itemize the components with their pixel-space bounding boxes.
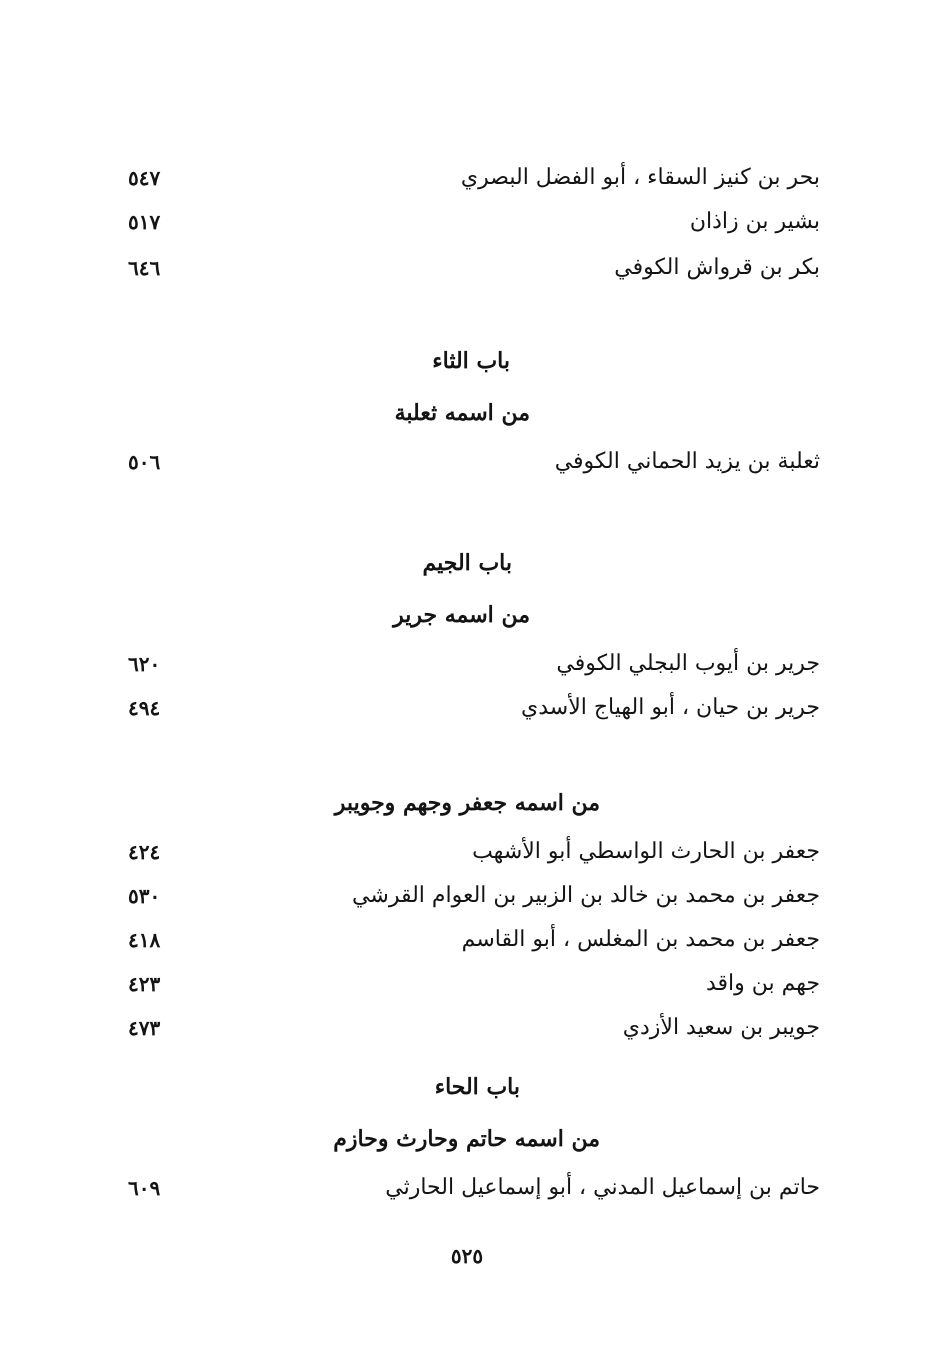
- entry-page-number: ٦٤٦: [128, 256, 161, 280]
- entry-page-number: ٥٣٠: [128, 884, 161, 908]
- index-entry: [120, 832, 820, 872]
- entry-page-number: ٦٢٠: [128, 652, 161, 676]
- subheading-title: من اسمه جرير: [393, 602, 530, 628]
- index-entry: [120, 158, 820, 198]
- entry-name: بكر بن قرواش الكوفي: [614, 255, 820, 280]
- entry-name: جرير بن أيوب البجلي الكوفي: [556, 651, 820, 676]
- index-entry: [120, 964, 820, 1004]
- index-entry: [120, 688, 820, 728]
- index-entry: [120, 644, 820, 684]
- index-entry: [120, 920, 820, 960]
- entry-name: جعفر بن الحارث الواسطي أبو الأشهب: [472, 839, 820, 864]
- entry-name: بشير بن زاذان: [689, 209, 820, 234]
- entry-page-number: ٤٩٤: [128, 696, 161, 720]
- index-entry: [120, 248, 820, 288]
- entry-name: حاتم بن إسماعيل المدني ، أبو إسماعيل الحارثي: [385, 1175, 820, 1200]
- index-entry: [120, 442, 820, 482]
- entry-name: جرير بن حيان ، أبو الهياج الأسدي: [521, 695, 820, 720]
- entry-page-number: ٤٢٣: [128, 972, 161, 996]
- entry-name: جهم بن واقد: [705, 971, 820, 996]
- chapter-heading: [120, 342, 820, 382]
- chapter-title: باب الحاء: [434, 1074, 520, 1100]
- entry-page-number: ٥٤٧: [128, 166, 161, 190]
- entry-name: جعفر بن محمد بن خالد بن الزبير بن العوام القرشي: [352, 883, 820, 908]
- index-entry: [120, 202, 820, 242]
- entry-name: جويبر بن سعيد الأزدي: [622, 1015, 820, 1040]
- page-number: ٥٢٥: [450, 1244, 484, 1268]
- entry-page-number: ٤١٨: [128, 928, 161, 952]
- entry-page-number: ٦٠٩: [128, 1176, 161, 1200]
- entry-page-number: ٥٠٦: [128, 450, 161, 474]
- entry-page-number: ٤٧٣: [128, 1016, 161, 1040]
- chapter-heading: [120, 544, 820, 584]
- subheading-title: من اسمه ثعلبة: [394, 400, 530, 426]
- subheading-title: من اسمه جعفر وجهم وجويبر: [334, 790, 600, 816]
- entry-name: جعفر بن محمد بن المغلس ، أبو القاسم: [461, 927, 820, 952]
- entry-page-number: ٤٢٤: [128, 840, 161, 864]
- entry-name: بحر بن كنيز السقاء ، أبو الفضل البصري: [460, 165, 820, 190]
- index-entry: [120, 876, 820, 916]
- entry-page-number: ٥١٧: [128, 210, 161, 234]
- entry-name: ثعلبة بن يزيد الحماني الكوفي: [554, 449, 820, 474]
- subheading: [120, 1120, 820, 1160]
- index-entry: [120, 1008, 820, 1048]
- subheading-title: من اسمه حاتم وحارث وحازم: [333, 1126, 600, 1152]
- chapter-heading: [120, 1068, 820, 1108]
- chapter-title: باب الثاء: [432, 348, 510, 374]
- subheading: [120, 784, 820, 824]
- subheading: [120, 596, 820, 636]
- chapter-title: باب الجيم: [422, 550, 512, 576]
- subheading: [120, 394, 820, 434]
- index-entry: [120, 1168, 820, 1208]
